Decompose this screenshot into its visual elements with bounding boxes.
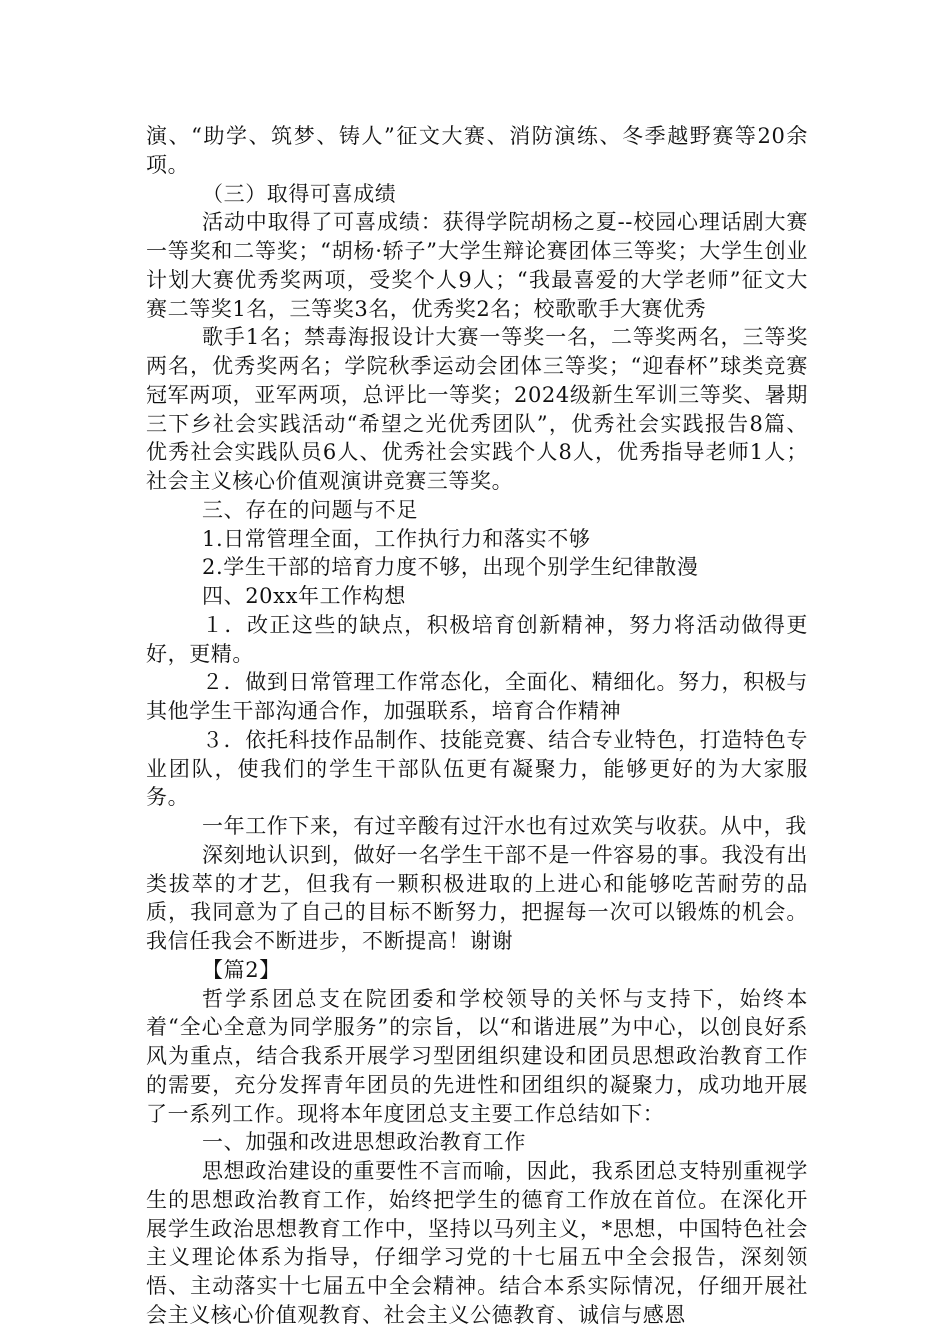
paragraph: 活动中取得了可喜成绩：获得学院胡杨之夏--校园心理话剧大赛一等奖和二等奖；“胡杨·轿子”大学生辩论赛团体三等奖；大学生创业计划大赛优秀奖两项，受奖个人9人；“我最喜爱的大学老师”征文大赛二等奖1名，三等奖3名，优秀奖2名；校歌歌手大赛优秀 [146, 210, 808, 321]
paragraph: 一年工作下来，有过辛酸有过汗水也有过欢笑与收获。从中，我 [202, 814, 807, 838]
paragraph: ２．做到日常管理工作常态化，全面化、精细化。努力，积极与其他学生干部沟通合作，加强联系，培育合作精神 [146, 670, 808, 723]
paragraph: 思想政治建设的重要性不言而喻，因此，我系团总支特别重视学生的思想政治教育工作，始终把学生的德育工作放在首位。在深化开展学生政治思想教育工作中，坚持以马列主义，*思想，中国特色社会主义理论体系为指导，仔细学习党的十七届五中全会报告，深刻领悟、主动落实十七届五中全会精神。结合本系实际情况，仔细开展社会主义核心价值观教育、社会主义公德教育、诚信与感恩 [146, 1159, 808, 1327]
paragraph: 2.学生干部的培育力度不够，出现个别学生纪律散漫 [202, 555, 699, 580]
paragraph: 演、“助学、筑梦、铸人”征文大赛、消防演练、冬季越野赛等20余项。 [146, 124, 808, 177]
paragraph: 歌手1名；禁毒海报设计大赛一等奖一名，二等奖两名，三等奖两名，优秀奖两名；学院秋季运动会团体三等奖；“迎春杯”球类竞赛冠军两项，亚军两项，总评比一等奖；2024级新生军训三等奖、暑期三下乡社会实践活动“希望之光优秀团队”，优秀社会实践报告8篇、优秀社会实践队员6人、优秀社会实践个人8人，优秀指导老师1人；社会主义核心价值观演讲竞赛三等奖。 [146, 325, 808, 493]
paragraph: ３．依托科技作品制作、技能竞赛、结合专业特色，打造特色专业团队，使我们的学生干部队伍更有凝聚力，能够更好的为大家服务。 [146, 727, 808, 810]
paragraph: （三）取得可喜成绩 [202, 181, 397, 206]
paragraph: 深刻地认识到，做好一名学生干部不是一件容易的事。我没有出类拔萃的才艺，但我有一颗积极进取的上进心和能够吃苦耐劳的品质，我同意为了自己的目标不断努力，把握每一次可以锻炼的机会。我信任我会不断进步，不断提高！谢谢 [146, 842, 808, 953]
paragraph: 三、存在的问题与不足 [202, 497, 418, 522]
paragraph: 哲学系团总支在院团委和学校领导的关怀与支持下，始终本着“全心全意为同学服务”的宗旨，以“和谐进展”为中心，以创良好系风为重点，结合我系开展学习型团组织建设和团员思想政治教育工作的需要，充分发挥青年团员的先进性和团组织的凝聚力，成功地开展了一系列工作。现将本年度团总支主要工作总结如下： [146, 986, 808, 1126]
paragraph: 1.日常管理全面，工作执行力和落实不够 [202, 526, 591, 551]
paragraph: 一、加强和改进思想政治教育工作 [202, 1130, 526, 1155]
paragraph: １．改正这些的缺点，积极培育创新精神，努力将活动做得更好，更精。 [146, 612, 808, 666]
document-body [146, 122, 808, 1330]
paragraph: 四、20xx年工作构想 [202, 584, 407, 608]
paragraph: 【篇2】 [202, 957, 281, 982]
